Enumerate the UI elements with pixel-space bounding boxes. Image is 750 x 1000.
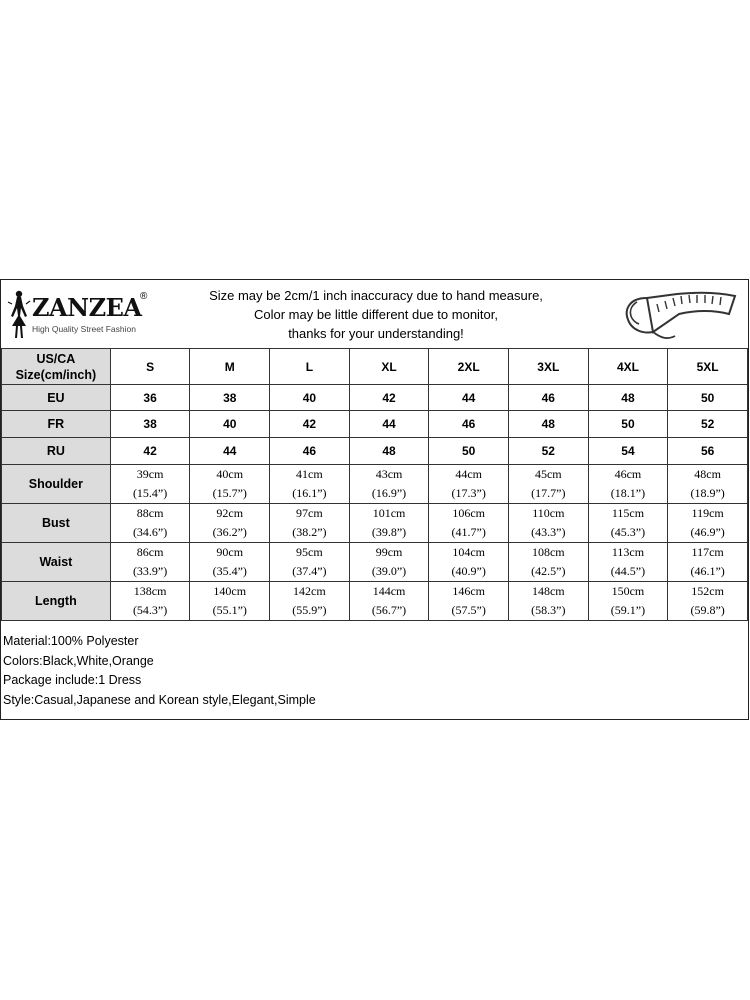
- table-cell: 44: [429, 385, 509, 411]
- size-label: L: [270, 349, 350, 385]
- table-cell: [270, 504, 350, 543]
- inch-value: (41.7”): [451, 525, 486, 539]
- size-label: S: [110, 349, 190, 385]
- size-chart-card: [0, 279, 749, 720]
- brand-tagline: High Quality Street Fashion: [32, 324, 136, 334]
- inch-value: (44.5”): [610, 564, 646, 578]
- inch-value: (46.9”): [690, 525, 725, 539]
- inch-value: (35.4”): [212, 564, 247, 578]
- row-label: Bust: [2, 504, 111, 543]
- table-cell: [429, 504, 509, 543]
- inch-value: (57.5”): [451, 603, 486, 617]
- cm-value: 40cm: [216, 467, 244, 481]
- inch-value: (33.9”): [132, 564, 168, 578]
- conversion-row: [2, 411, 748, 438]
- inch-value: (34.6”): [132, 525, 168, 539]
- table-cell: 38: [110, 411, 190, 438]
- measurement-row: [2, 504, 748, 543]
- corner-header: [2, 349, 111, 385]
- cm-value: 115cm: [611, 506, 645, 520]
- row-label: Length: [2, 582, 111, 621]
- table-cell: 50: [429, 438, 509, 465]
- inch-value: (36.2”): [212, 525, 247, 539]
- cm-value: 106cm: [452, 506, 485, 520]
- table-cell: [349, 543, 429, 582]
- inch-value: (45.3”): [610, 525, 646, 539]
- table-cell: [349, 582, 429, 621]
- inch-value: (42.5”): [531, 564, 566, 578]
- row-label: Shoulder: [2, 465, 111, 504]
- brand-logo: [6, 286, 166, 342]
- inch-value: (58.3”): [531, 603, 566, 617]
- measurement-row: [2, 465, 748, 504]
- cm-value: 88cm: [136, 506, 164, 520]
- inch-value: (38.2”): [292, 525, 327, 539]
- info-colors: Colors:Black,White,Orange: [3, 653, 154, 668]
- cm-value: 46cm: [614, 467, 642, 481]
- cm-value: 41cm: [296, 467, 323, 481]
- cm-value: 113cm: [611, 545, 645, 559]
- notice-line: Size may be 2cm/1 inch inaccuracy due to hand measure,: [209, 288, 543, 303]
- size-label: M: [190, 349, 270, 385]
- chart-header: [1, 280, 748, 348]
- inch-value: (15.4”): [132, 486, 168, 500]
- inch-value: (16.9”): [371, 486, 407, 500]
- inch-value: (17.3”): [451, 486, 486, 500]
- table-cell: [508, 465, 588, 504]
- inch-value: (56.7”): [371, 603, 407, 617]
- corner-line: Size(cm/inch): [15, 367, 97, 382]
- cm-value: 97cm: [296, 506, 323, 520]
- cm-value: 92cm: [216, 506, 244, 520]
- table-cell: 46: [270, 438, 350, 465]
- table-cell: 36: [110, 385, 190, 411]
- size-label: 4XL: [588, 349, 668, 385]
- table-cell: 48: [508, 411, 588, 438]
- table-cell: [110, 543, 190, 582]
- cm-value: 101cm: [372, 506, 406, 520]
- cm-value: 90cm: [216, 545, 244, 559]
- cm-value: 48cm: [694, 467, 721, 481]
- registered-mark: ®: [140, 291, 148, 302]
- cm-value: 119cm: [691, 506, 724, 520]
- table-cell: [349, 465, 429, 504]
- table-cell: 42: [270, 411, 350, 438]
- size-label: 2XL: [429, 349, 509, 385]
- table-cell: 42: [110, 438, 190, 465]
- measurement-row: [2, 582, 748, 621]
- table-cell: [110, 504, 190, 543]
- cm-value: 152cm: [691, 584, 724, 598]
- notice-line: Color may be little different due to monitor,: [254, 307, 498, 322]
- notice-line: thanks for your understanding!: [288, 326, 464, 341]
- table-cell: 44: [349, 411, 429, 438]
- inch-value: (17.7”): [531, 486, 566, 500]
- table-cell: 42: [349, 385, 429, 411]
- table-cell: 52: [668, 411, 748, 438]
- measurement-notice: [181, 286, 571, 343]
- table-cell: [270, 543, 350, 582]
- table-cell: 40: [270, 385, 350, 411]
- inch-value: (46.1”): [690, 564, 725, 578]
- cm-value: 110cm: [532, 506, 565, 520]
- table-cell: [190, 543, 270, 582]
- row-label: Waist: [2, 543, 111, 582]
- table-cell: [190, 582, 270, 621]
- measuring-tape-icon: [617, 284, 747, 346]
- size-header-row: [2, 349, 748, 385]
- table-cell: [270, 465, 350, 504]
- table-cell: 46: [429, 411, 509, 438]
- product-info: [3, 632, 316, 710]
- table-cell: 52: [508, 438, 588, 465]
- table-cell: [190, 465, 270, 504]
- table-cell: [429, 543, 509, 582]
- info-style: Style:Casual,Japanese and Korean style,Elegant,Simple: [3, 692, 316, 707]
- inch-value: (59.1”): [610, 603, 646, 617]
- inch-value: (54.3”): [132, 603, 168, 617]
- table-cell: [668, 582, 748, 621]
- table-cell: [190, 504, 270, 543]
- inch-value: (55.1”): [212, 603, 247, 617]
- inch-value: (40.9”): [451, 564, 486, 578]
- table-cell: [668, 504, 748, 543]
- brand-name: ZANZEA: [32, 293, 142, 322]
- table-cell: [349, 504, 429, 543]
- cm-value: 104cm: [452, 545, 485, 559]
- table-cell: [588, 504, 668, 543]
- table-cell: 40: [190, 411, 270, 438]
- cm-value: 142cm: [293, 584, 326, 598]
- table-cell: 44: [190, 438, 270, 465]
- table-cell: 50: [588, 411, 668, 438]
- table-cell: [508, 504, 588, 543]
- table-cell: [588, 543, 668, 582]
- table-cell: 54: [588, 438, 668, 465]
- cm-value: 148cm: [531, 584, 565, 598]
- table-cell: 48: [588, 385, 668, 411]
- cm-value: 108cm: [531, 545, 565, 559]
- conversion-row: [2, 438, 748, 465]
- inch-value: (15.7”): [212, 486, 247, 500]
- table-cell: [668, 465, 748, 504]
- corner-line: US/CA: [36, 351, 76, 366]
- size-label: 3XL: [508, 349, 588, 385]
- size-label: XL: [349, 349, 429, 385]
- table-cell: [110, 582, 190, 621]
- table-cell: 50: [668, 385, 748, 411]
- inch-value: (18.9”): [690, 486, 725, 500]
- cm-value: 99cm: [375, 545, 403, 559]
- row-label: RU: [2, 438, 111, 465]
- table-cell: [668, 543, 748, 582]
- cm-value: 95cm: [296, 545, 323, 559]
- cm-value: 86cm: [136, 545, 164, 559]
- cm-value: 45cm: [534, 467, 562, 481]
- cm-value: 146cm: [452, 584, 485, 598]
- table-cell: 46: [508, 385, 588, 411]
- inch-value: (59.8”): [690, 603, 725, 617]
- size-table: [1, 348, 748, 621]
- inch-value: (37.4”): [292, 564, 327, 578]
- cm-value: 150cm: [611, 584, 645, 598]
- cm-value: 43cm: [375, 467, 403, 481]
- table-cell: 38: [190, 385, 270, 411]
- table-cell: [508, 543, 588, 582]
- table-cell: [588, 465, 668, 504]
- table-cell: [270, 582, 350, 621]
- inch-value: (39.8”): [371, 525, 407, 539]
- model-silhouette-icon: [6, 286, 32, 342]
- cm-value: 144cm: [372, 584, 406, 598]
- cm-value: 44cm: [455, 467, 482, 481]
- table-cell: 56: [668, 438, 748, 465]
- table-cell: [588, 582, 668, 621]
- info-package: Package include:1 Dress: [3, 673, 142, 687]
- table-cell: [429, 582, 509, 621]
- inch-value: (39.0”): [371, 564, 407, 578]
- cm-value: 39cm: [136, 467, 164, 481]
- info-material: Material:100% Polyester: [3, 634, 139, 648]
- table-cell: [110, 465, 190, 504]
- table-cell: [429, 465, 509, 504]
- inch-value: (16.1”): [292, 486, 327, 500]
- inch-value: (18.1”): [610, 486, 646, 500]
- measurement-row: [2, 543, 748, 582]
- inch-value: (43.3”): [531, 525, 566, 539]
- row-label: FR: [2, 411, 111, 438]
- cm-value: 138cm: [133, 584, 167, 598]
- size-label: 5XL: [668, 349, 748, 385]
- conversion-row: [2, 385, 748, 411]
- cm-value: 140cm: [213, 584, 247, 598]
- row-label: EU: [2, 385, 111, 411]
- table-cell: [508, 582, 588, 621]
- cm-value: 117cm: [691, 545, 724, 559]
- table-cell: 48: [349, 438, 429, 465]
- inch-value: (55.9”): [292, 603, 327, 617]
